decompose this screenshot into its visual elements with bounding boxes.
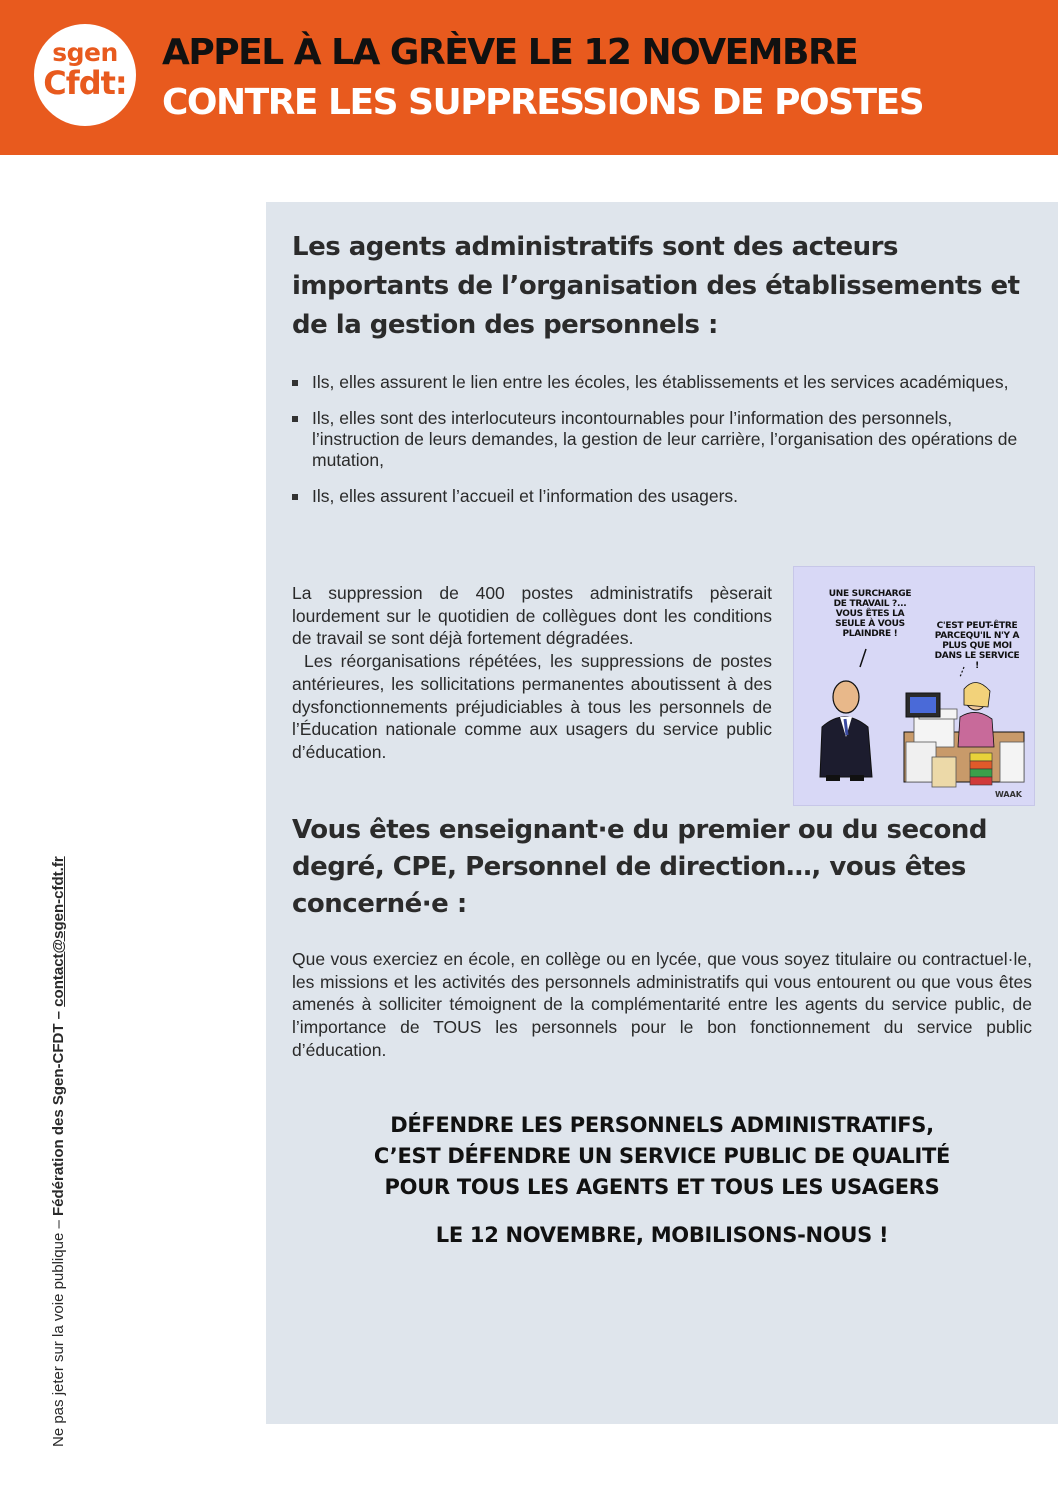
section2-heading: Vous êtes enseignant·e du premier ou du second degré, CPE, Personnel de direction…, vous êtes concerné·e :: [292, 815, 988, 919]
sidebar-notice: Ne pas jeter sur la voie publique –: [50, 1216, 67, 1447]
header-band: [0, 0, 1058, 155]
bullet-icon: [292, 380, 298, 386]
page-title-line1: APPEL À LA GRÈVE LE 12 NOVEMBRE: [162, 32, 858, 73]
sgen-cfdt-logo: [34, 24, 136, 126]
contact-email-link[interactable]: contact@sgen-cfdt.fr: [50, 856, 67, 1007]
sidebar-federation: Fédération des Sgen-CFDT –: [50, 1006, 67, 1217]
logo-sgen-text: sgen: [52, 38, 118, 67]
logo-cfdt-text: Cfdt:: [43, 64, 127, 102]
section1-heading: Les agents administratifs sont des acteurs importants de l’organisation des établissements et de la gestion des personnels :: [292, 232, 1020, 340]
list-item-text: Ils, elles assurent l’accueil et l’information des usagers.: [312, 486, 739, 506]
cartoon-illustration: [793, 566, 1035, 806]
cta-line: POUR TOUS LES AGENTS ET TOUS LES USAGERS: [384, 1175, 940, 1199]
cta-line: DÉFENDRE LES PERSONNELS ADMINISTRATIFS,: [390, 1113, 934, 1137]
suppression-paragraph: [292, 582, 772, 764]
list-item: [292, 408, 1032, 471]
cta-line: C’EST DÉFENDRE UN SERVICE PUBLIC DE QUALITÉ: [373, 1144, 951, 1168]
agent-roles-list: [292, 372, 1032, 522]
cartoon-speech-left: UNE SURCHARGE DE TRAVAIL ?... VOUS ÊTES LA SEULE À VOUS PLAINDRE !: [828, 589, 912, 639]
mobilisation-slogan: LE 12 NOVEMBRE, MOBILISONS-NOUS !: [435, 1223, 889, 1247]
paragraph-part2: Les réorganisations répétées, les suppressions de postes antérieures, les sollicitations permanentes aboutissent à des dysfonctionnements préjudiciables à tous les personnels de l’Éducation nationale comme aux usagers du service public d’éducation.: [292, 651, 772, 762]
list-item-text: Ils, elles sont des interlocuteurs incontournables pour l’information des personnels, l’instruction de leurs demandes, la gestion de leur carrière, l’organisation des opérations de mutation,: [312, 408, 1018, 470]
list-item: [292, 372, 1032, 393]
list-item: [292, 486, 1032, 507]
cartoon-signature: WAAK: [994, 790, 1022, 799]
concerned-paragraph: Que vous exerciez en école, en collège ou en lycée, que vous soyez titulaire ou contractuel·le, les missions et les activités des personnels administratifs qui vous entourent ou que vous êtes amenés à solliciter témoignent de la complémentarité entre les agents du service public, de l’importance de TOUS les personnels pour le bon fonctionnement du service public d’éducation.: [292, 949, 1032, 1060]
list-item-text: Ils, elles assurent le lien entre les écoles, les établissements et les services académiques,: [312, 372, 1009, 392]
bullet-icon: [292, 416, 298, 422]
bullet-icon: [292, 494, 298, 500]
paragraph-part1: La suppression de 400 postes administratifs pèserait lourdement sur le quotidien de collègues dont les conditions de travail se sont déjà fortement dégradées.: [292, 583, 772, 649]
sidebar-vertical-text: [50, 856, 68, 1447]
page-title-line2: CONTRE LES SUPPRESSIONS DE POSTES: [162, 82, 924, 123]
call-to-action: [292, 1110, 1032, 1203]
cartoon-speech-right: C'EST PEUT-ÊTRE PARCEQU'IL N'Y A PLUS QUE MOI DANS LE SERVICE !: [934, 621, 1020, 671]
